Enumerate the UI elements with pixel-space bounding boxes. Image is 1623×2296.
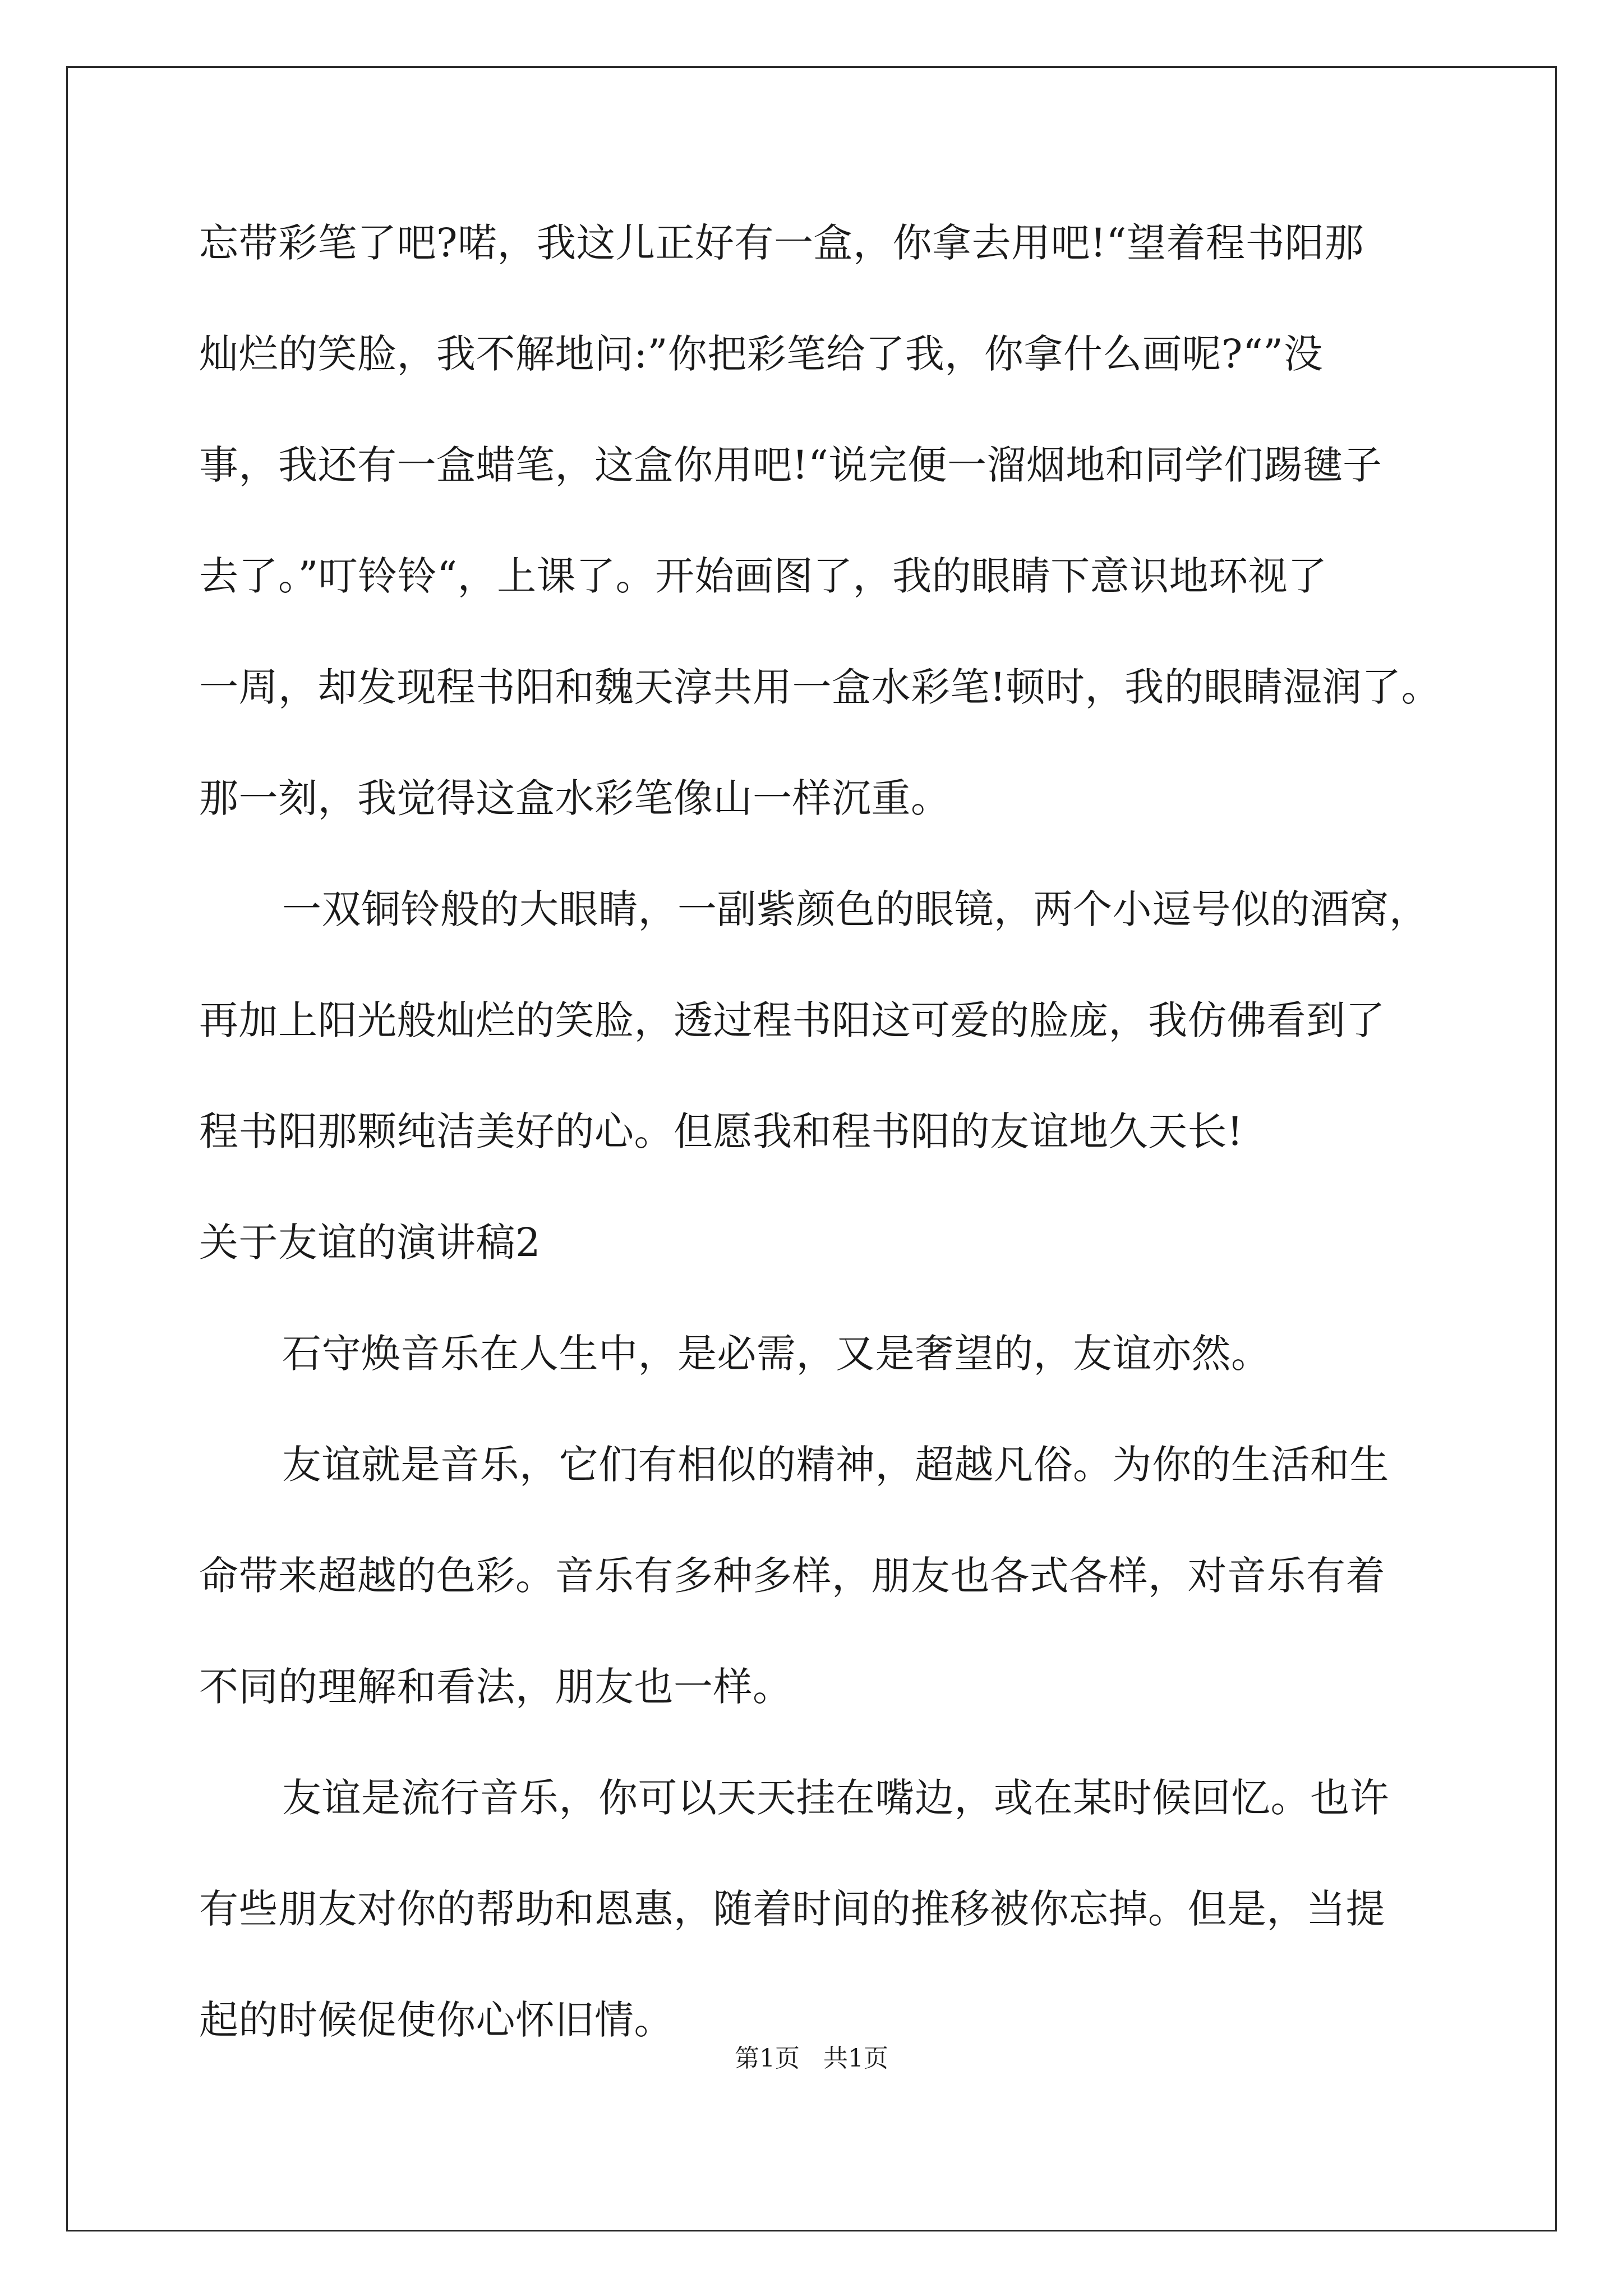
text-line: 命带来超越的色彩。音乐有多种多样，朋友也各式各样，对音乐有着 [199, 1553, 1385, 1599]
text-line: 再加上阳光般灿烂的笑脸，透过程书阳这可爱的脸庞，我仿佛看到了 [199, 997, 1385, 1043]
text-line: 有些朋友对你的帮助和恩惠，随着时间的推移被你忘掉。但是，当提 [199, 1886, 1385, 1932]
text-line: 忘带彩笔了吧?喏，我这儿正好有一盒，你拿去用吧!“望着程书阳那 [199, 220, 1364, 266]
text-line: 程书阳那颗纯洁美好的心。但愿我和程书阳的友谊地久天长! [199, 1108, 1243, 1154]
text-line: 石守焕音乐在人生中，是必需，又是奢望的，友谊亦然。 [282, 1331, 1271, 1377]
text-line: 灿烂的笑脸，我不解地问:”你把彩笔给了我，你拿什么画呢?“”没 [199, 331, 1323, 377]
text-line: 事，我还有一盒蜡笔，这盒你用吧!“说完便一溜烟地和同学们踢毽子 [199, 442, 1382, 488]
text-line: 一周，却发现程书阳和魏天淳共用一盒水彩笔!顿时，我的眼睛湿润了。 [199, 664, 1441, 710]
text-line: 不同的理解和看法，朋友也一样。 [199, 1664, 792, 1710]
text-line: 起的时候促使你心怀旧情。 [199, 1997, 674, 2043]
text-line: 那一刻，我觉得这盒水彩笔像山一样沉重。 [199, 775, 951, 821]
text-line: 友谊就是音乐，它们有相似的精神，超越凡俗。为你的生活和生 [282, 1442, 1389, 1488]
section-title: 关于友谊的演讲稿2 [199, 1220, 541, 1266]
text-line: 一双铜铃般的大眼睛，一副紫颜色的眼镜，两个小逗号似的酒窝， [282, 886, 1429, 932]
page-number-footer: 第1页 共1页 [735, 2044, 888, 2073]
text-line: 友谊是流行音乐，你可以天天挂在嘴边，或在某时候回忆。也许 [282, 1775, 1389, 1821]
text-line: 去了。”叮铃铃“，上课了。开始画图了，我的眼睛下意识地环视了 [199, 553, 1327, 599]
